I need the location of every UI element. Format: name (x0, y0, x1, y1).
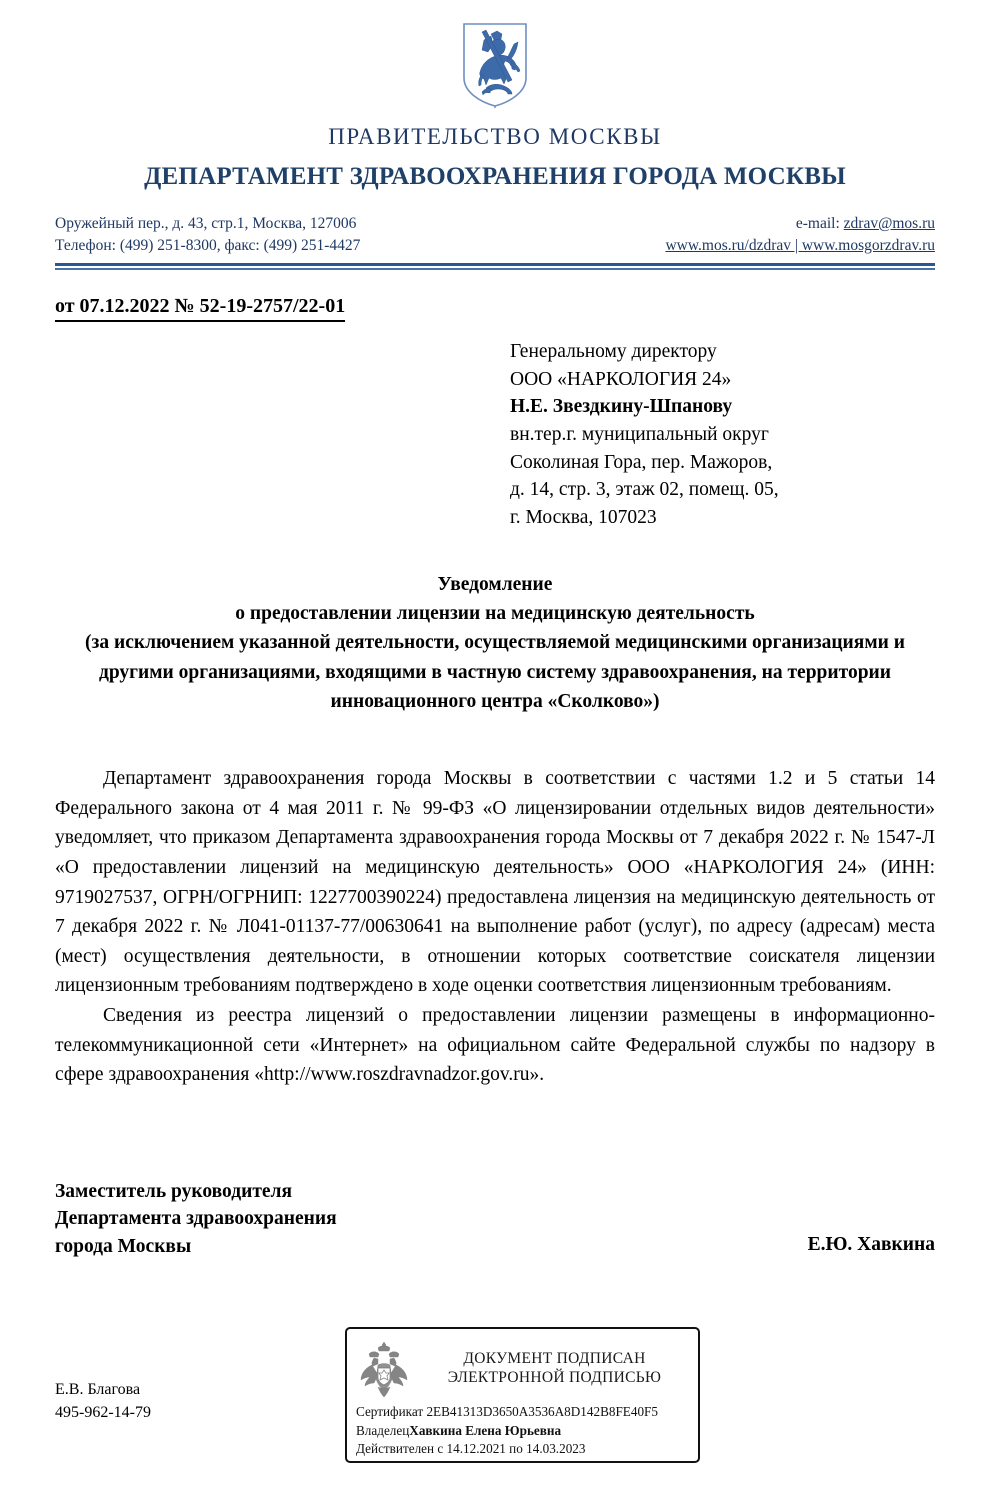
digital-signature-header (356, 1336, 689, 1402)
addressee-address-line-3: д. 14, стр. 3, этаж 02, помещ. 05, (510, 479, 779, 501)
website-links[interactable]: www.mos.ru/dzdrav | www.mosgorzdrav.ru (665, 237, 935, 254)
executor-name: Е.В. Благова (55, 1381, 141, 1398)
validity-separator: по (505, 1441, 527, 1457)
signatory-name: Е.Ю. Хавкина (807, 1233, 935, 1255)
title-line-1: Уведомление (437, 573, 553, 595)
letterhead-divider (55, 263, 935, 270)
body-paragraph-2: Сведения из реестра лицензий о предоставлении лицензии размещены в информационно-телекоммуникационной сети «Интернет» на официальном сайте Федеральной службы по надзору в сфере здравоохранения «http://www.roszdravnadzor.gov.ru». (55, 1005, 935, 1086)
addressee-address-line-2: Соколиная Гора, пер. Мажоров, (510, 451, 773, 473)
reference-number: от 07.12.2022 № 52-19-2757/22-01 (55, 294, 345, 322)
owner-value: Хавкина Елена Юрьевна (409, 1422, 562, 1438)
phone-line: Телефон: (499) 251-8300, факс: (499) 251-4427 (55, 237, 361, 254)
letterhead-emblem-container (55, 0, 935, 108)
government-heading: ПРАВИТЕЛЬСТВО МОСКВЫ (328, 124, 662, 149)
email-line (665, 213, 935, 235)
addressee-address-line-1: вн.тер.г. муниципальный округ (510, 424, 769, 446)
certificate-label: Сертификат (356, 1404, 427, 1419)
document-body (55, 764, 935, 1090)
reference-row (55, 270, 935, 322)
certificate-value: 2EB41313D3650A3536A8D142B8FE40F5 (426, 1404, 658, 1419)
owner-row (356, 1422, 689, 1441)
signature-block (55, 1178, 935, 1260)
executor-block (55, 1378, 151, 1424)
digital-signature-heading (420, 1350, 689, 1387)
executor-phone: 495-962-14-79 (55, 1404, 151, 1422)
validity-to: 14.03.2023 (526, 1441, 586, 1457)
validity-row (356, 1440, 689, 1459)
digital-signature-stamp (345, 1327, 700, 1463)
signatory-position (55, 1178, 337, 1260)
signatory-position-line-3: города Москвы (55, 1235, 192, 1257)
contacts-postal (55, 213, 360, 257)
validity-from: 14.12.2021 (446, 1441, 506, 1457)
signatory-position-line-1: Заместитель руководителя (55, 1180, 293, 1202)
document-title-block (55, 570, 935, 716)
title-line-3: (за исключением указанной деятельности, осуществляемой медицинскими организациями и другими организациями, входящими в частную систему здравоохранения, на территории инновационного центра «Сколково») (85, 632, 905, 712)
letterhead-contacts (55, 213, 935, 257)
email-label: e-mail: (795, 215, 844, 232)
digital-signature-details (356, 1403, 689, 1459)
address-line: Оружейный пер., д. 43, стр.1, Москва, 127006 (55, 215, 357, 232)
contacts-web (665, 213, 935, 257)
addressee-position: Генеральному директору (510, 341, 717, 362)
email-link[interactable]: zdrav@mos.ru (843, 215, 935, 232)
addressee-name: Н.Е. Звездкину-Шпанову (510, 396, 733, 418)
digital-signature-heading-line-2: ЭЛЕКТРОННОЙ ПОДПИСЬЮ (447, 1369, 662, 1386)
addressee-organization: ООО «НАРКОЛОГИЯ 24» (510, 368, 732, 390)
validity-label: Действителен с (356, 1441, 447, 1457)
addressee-city-postcode: г. Москва, 107023 (510, 507, 657, 529)
title-line-2: о предоставлении лицензии на медицинскую деятельность (235, 603, 755, 625)
certificate-row (356, 1403, 689, 1422)
moscow-coat-of-arms-icon (462, 22, 528, 108)
russian-federation-eagle-icon (356, 1339, 412, 1399)
body-paragraph-1: Департамент здравоохранения города Москвы в соответствии с частями 1.2 и 5 статьи 14 Федерального закона от 4 мая 2011 г. № 99-ФЗ «О лицензировании отдельных видов деятельности» уведомляет, что приказом Департамента здравоохранения города Москвы от 7 декабря 2022 г. № 1547-Л «О предоставлении лицензий на медицинскую деятельность» ООО «НАРКОЛОГИЯ 24» (ИНН: 9719027537, ОГРН/ОГРНИП: 1227700390224) предоставлена лицензия на медицинскую деятельность от 7 декабря 2022 г. № Л041-01137-77/00630641 на выполнение работ (услуг), по адресу (адресам) места (мест) осуществления деятельности, в отношении которых соответствие соискателя лицензии лицензионным требованиям подтверждено в ходе оценки соответствия лицензионным требованиям. (55, 768, 935, 997)
signatory-position-line-2: Департамента здравоохранения (55, 1208, 337, 1230)
owner-label: Владелец (356, 1422, 410, 1438)
addressee-block (510, 338, 935, 532)
digital-signature-heading-line-1: ДОКУМЕНТ ПОДПИСАН (463, 1350, 646, 1368)
department-heading: ДЕПАРТАМЕНТ ЗДРАВООХРАНЕНИЯ ГОРОДА МОСКВЫ (144, 163, 846, 190)
